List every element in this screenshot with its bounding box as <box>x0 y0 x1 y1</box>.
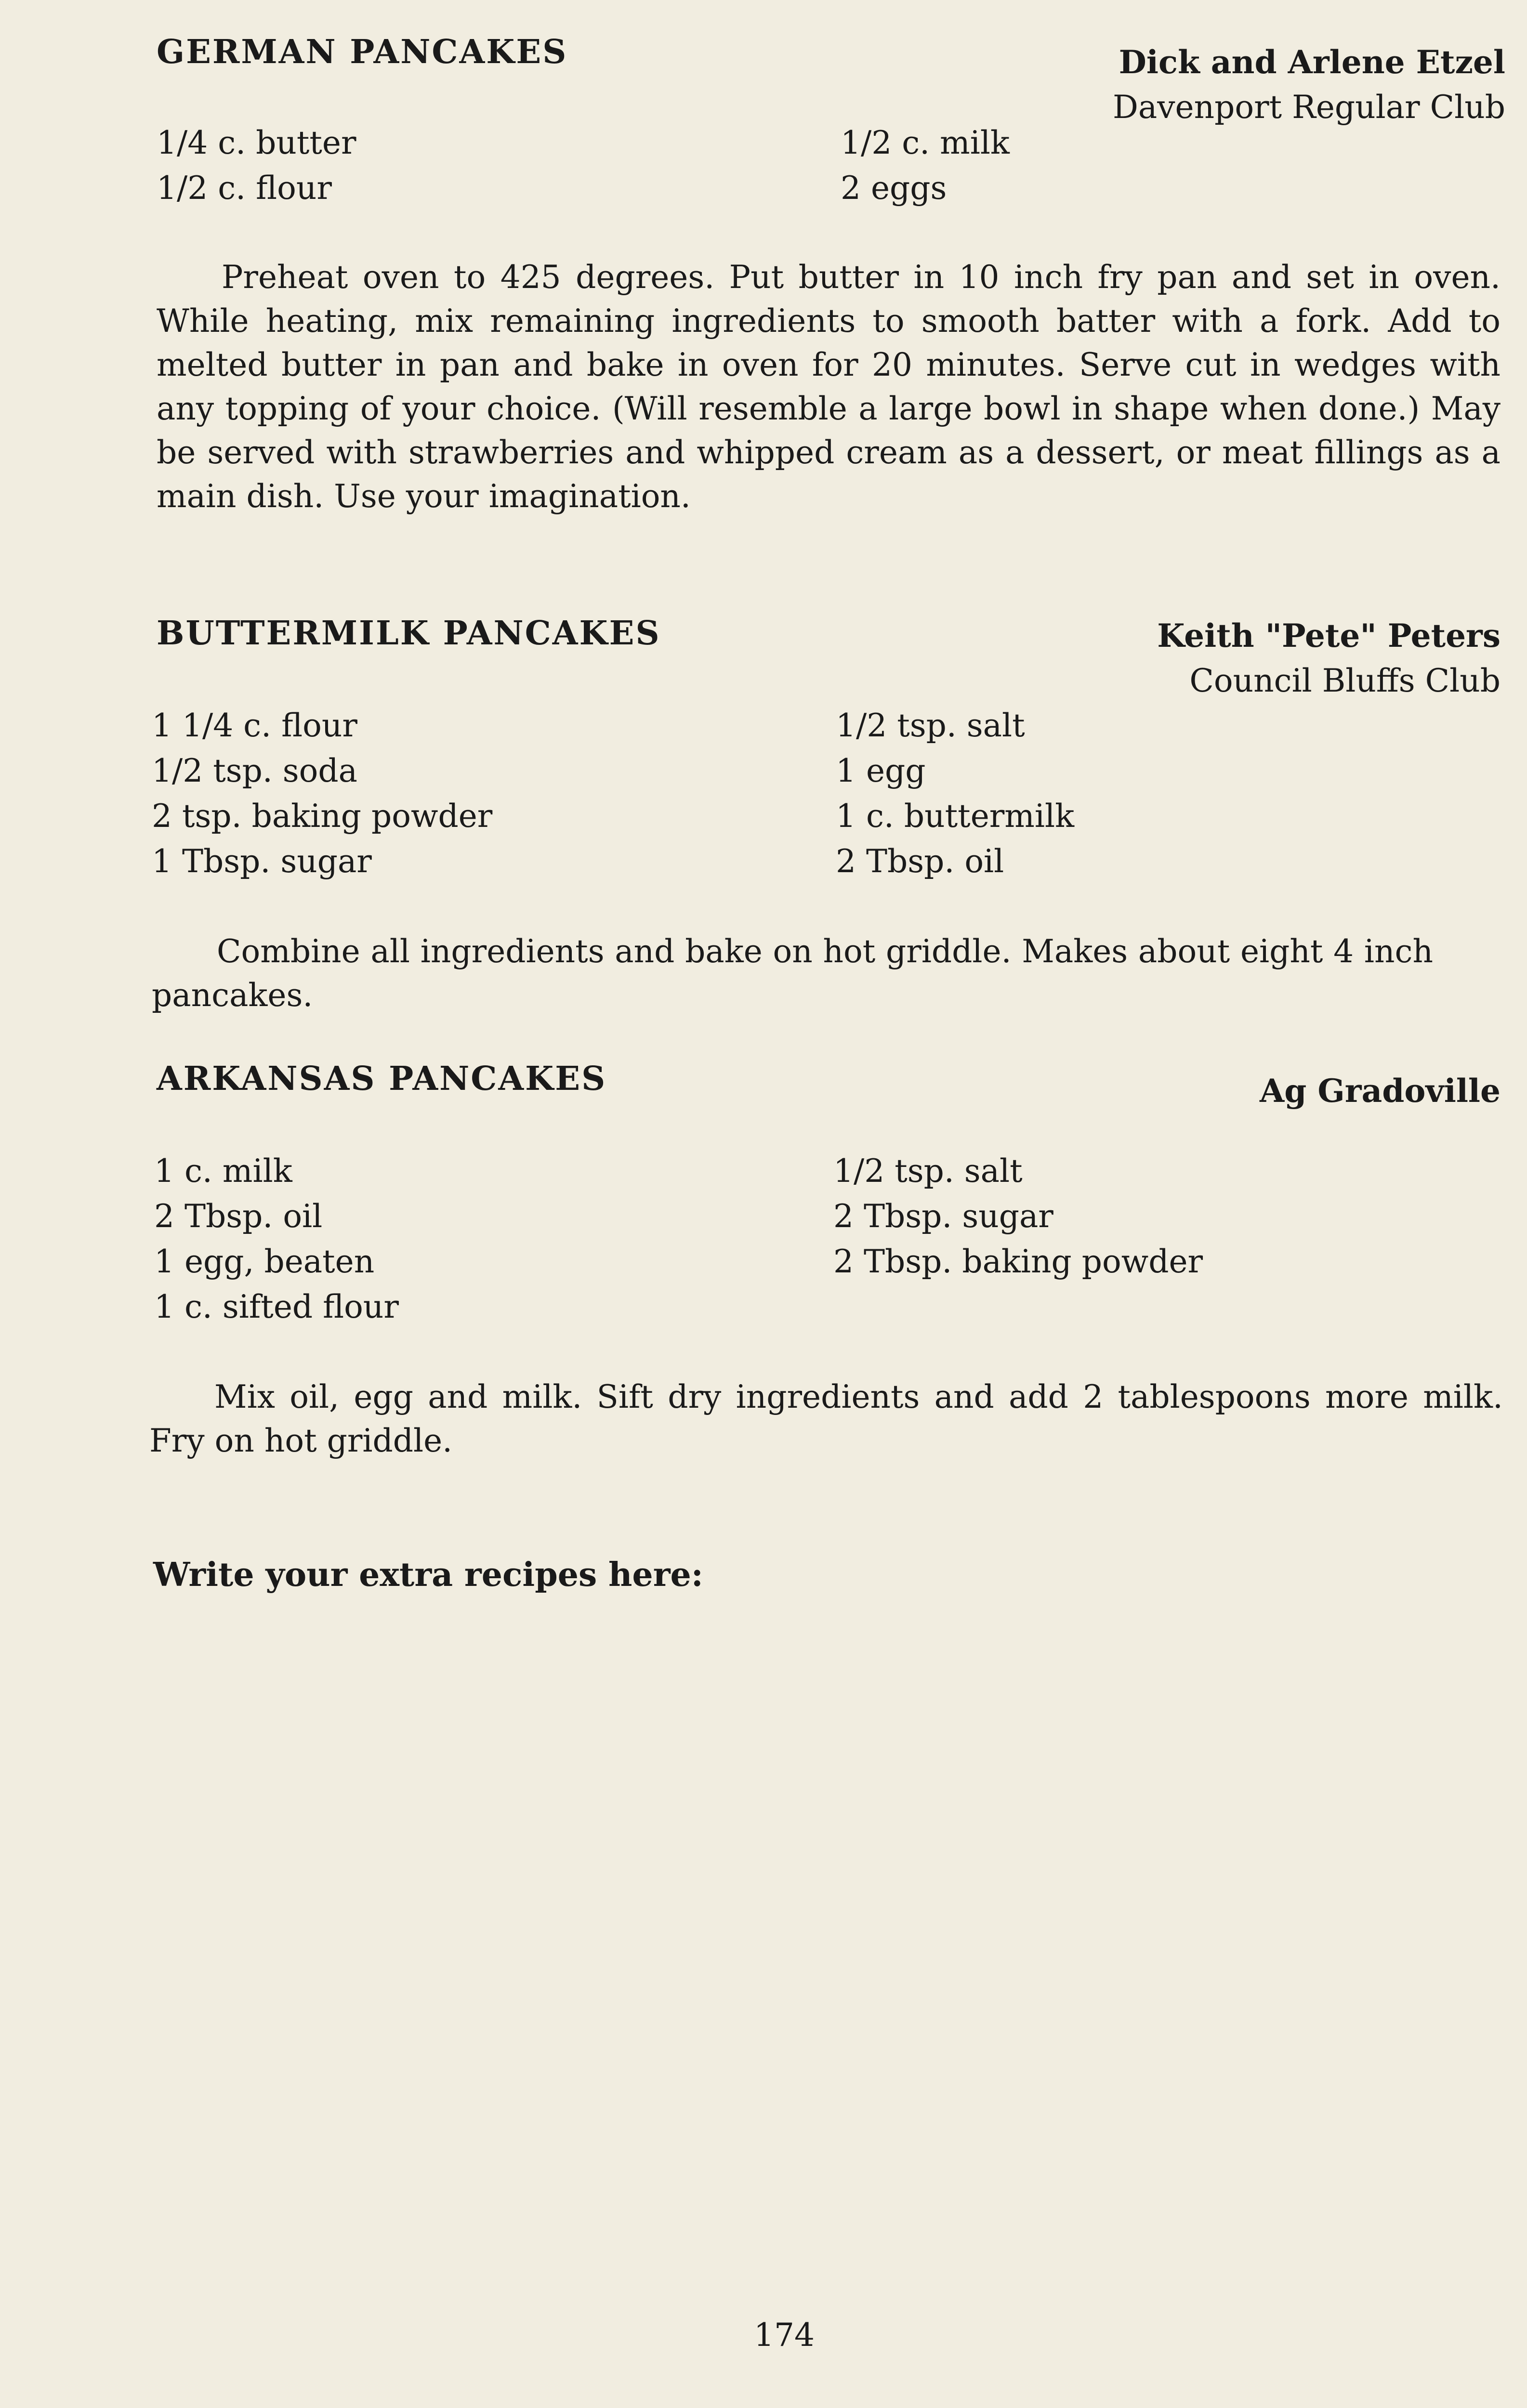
credit-club: Council Bluffs Club <box>1189 662 1501 699</box>
recipe-credit <box>1157 613 1501 704</box>
recipe-arkansas-pancakes <box>149 1060 1503 1493</box>
credit-club: Davenport Regular Club <box>1112 89 1505 126</box>
ingredient: 1 c. buttermilk <box>836 798 1075 835</box>
ingredient-column-left <box>154 1149 399 1330</box>
ingredient: 1 Tbsp. sugar <box>152 843 372 880</box>
ingredient-column-right <box>836 703 1074 884</box>
ingredient: 2 Tbsp. sugar <box>833 1198 1053 1235</box>
ingredient: 2 tsp. baking powder <box>152 798 493 835</box>
ingredient: 1 c. sifted flour <box>154 1288 399 1325</box>
recipe-instructions: Combine all ingredients and bake on hot griddle. Makes about eight 4 inch pancakes. <box>152 933 1433 1014</box>
recipe-credit <box>1260 1068 1501 1113</box>
ingredient-column-left <box>152 703 492 884</box>
ingredient: 1 1/4 c. flour <box>152 707 357 744</box>
ingredient: 1/4 c. butter <box>157 124 356 161</box>
ingredient: 1 egg <box>836 752 926 789</box>
ingredient: 1/2 tsp. salt <box>833 1152 1023 1190</box>
recipe-german-pancakes <box>157 29 1505 568</box>
ingredient: 2 Tbsp. oil <box>836 843 1004 880</box>
ingredient: 2 eggs <box>841 170 947 207</box>
ingredient: 1/2 c. flour <box>157 170 332 207</box>
credit-name: Ag Gradoville <box>1260 1072 1501 1110</box>
ingredient: 1/2 c. milk <box>841 124 1010 161</box>
credit-name: Dick and Arlene Etzel <box>1119 43 1505 81</box>
ingredient: 1 c. milk <box>154 1152 292 1190</box>
ingredient-column-right <box>833 1149 1203 1284</box>
ingredient: 1/2 tsp. soda <box>152 752 358 789</box>
page-number: 174 <box>754 2316 815 2354</box>
ingredient: 1/2 tsp. salt <box>836 707 1025 744</box>
recipe-title: ARKANSAS PANCAKES <box>157 1060 607 1098</box>
ingredient-column-right <box>841 120 1010 211</box>
recipe-instructions: Mix oil, egg and milk. Sift dry ingredients and add 2 tablespoons more milk. Fry on hot griddle. <box>149 1378 1503 1459</box>
recipe-title: GERMAN PANCAKES <box>157 33 568 71</box>
recipe-credit <box>1113 39 1505 130</box>
ingredient: 2 Tbsp. baking powder <box>833 1243 1203 1280</box>
ingredient: 2 Tbsp. oil <box>154 1198 323 1235</box>
recipe-instructions: Preheat oven to 425 degrees. Put butter in 10 inch fry pan and set in oven. While heating, mix remaining ingredients to smooth batter with a fork. Add to melted butter in pan and bake in oven for 20 minutes. Serve cut in wedges with any topping of your choice. (Will resemble a large bowl in shape when done.) May be served with strawberries and whipped cream as a dessert, or meat fillings as a main dish. Use your imagination. <box>157 259 1501 515</box>
ingredient-column-left <box>157 120 356 211</box>
ingredient: 1 egg, beaten <box>154 1243 375 1280</box>
recipe-buttermilk-pancakes <box>152 614 1501 1028</box>
credit-name: Keith "Pete" Peters <box>1157 617 1501 654</box>
recipe-title: BUTTERMILK PANCAKES <box>157 614 661 653</box>
write-extra-recipes-heading: Write your extra recipes here: <box>153 1556 703 1594</box>
